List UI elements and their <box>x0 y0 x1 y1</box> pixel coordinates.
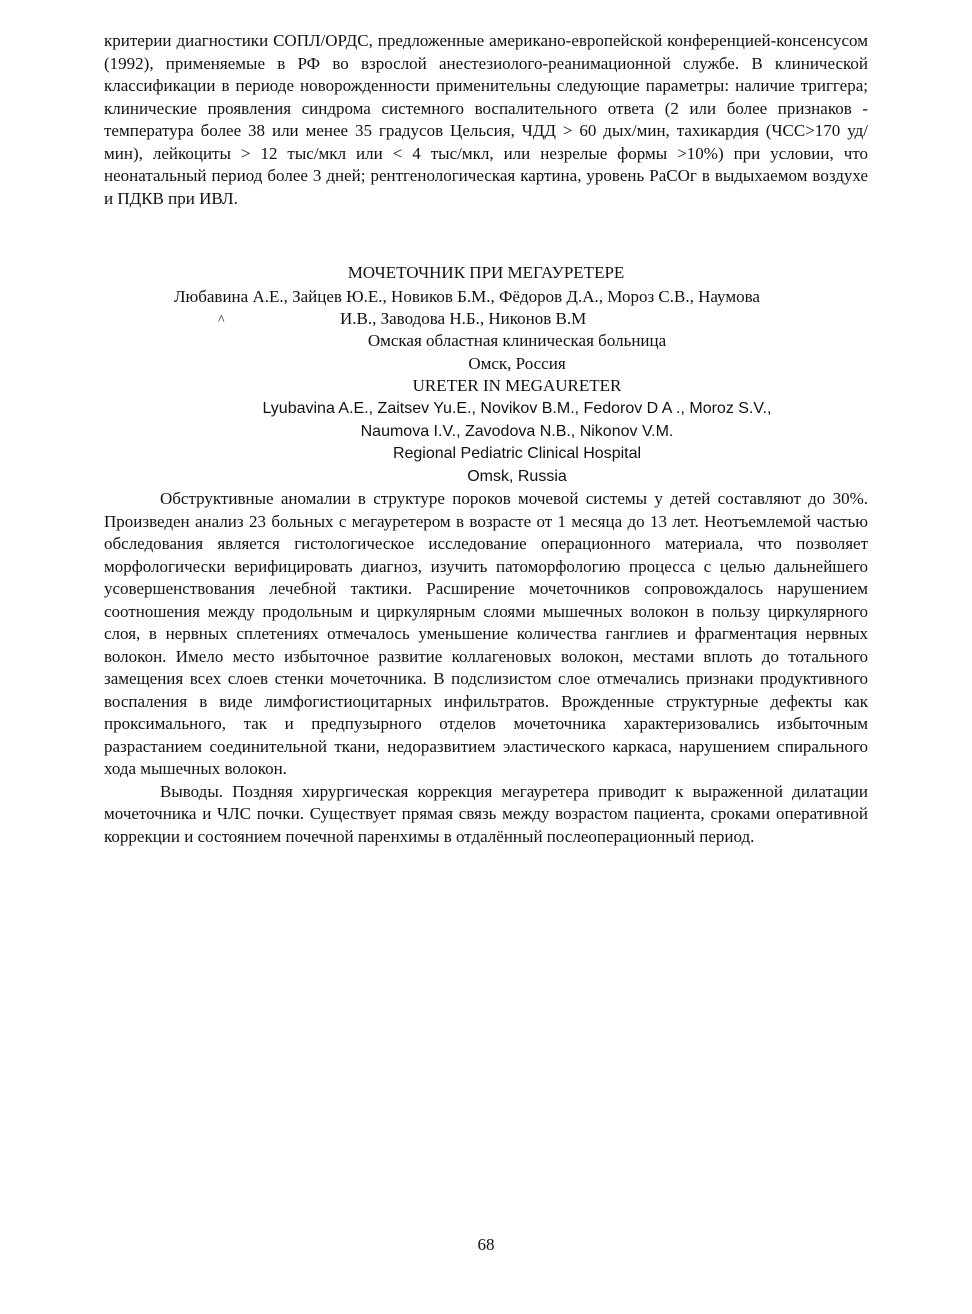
authors-en-line-1: Lyubavina A.E., Zaitsev Yu.E., Novikov B.M., Fedorov D A ., Moroz S.V., <box>262 400 772 417</box>
caret-mark: ^ <box>218 313 225 328</box>
body-paragraph-2: Выводы. Поздняя хирургическая коррекция мегауретера приводит к выраженной дилатации мочеточника и ЧЛС почки. Существует прямая связь между возрастом пациента, сроками оперативной коррекции и состоянием почечной паренхимы в отдалённый послеоперационный период. <box>104 781 868 846</box>
city-en: Omsk, Russia <box>467 468 567 485</box>
article-title-en: URETER IN MEGAURETER <box>412 376 622 395</box>
article-title-ru-block <box>104 262 868 285</box>
authors-ru-line-2: И.В., Заводова Н.Б., Никонов В.М <box>340 309 587 328</box>
body-paragraph-1: Обструктивные аномалии в структуре пороков мочевой системы у детей составляют до 30%. Произведен анализ 23 больных с мегауретером в возрасте от 1 месяца до 13 лет. Неотъемлемой частью обследования является гистологическое исследование операционного материала, что позволяет морфологически верифицировать диагноз, изучить патоморфологию процесса с целью дальнейшего усовершенствования лечебной тактики. Расширение мочеточников сопровождалось нарушением соотношения между продольным и циркулярным слоями мышечных волокон в пользу циркулярного слоя, в нервных сплетениях отмечалось уменьшение количества ганглиев и фрагментация нервных волокон. Имело место избыточное развитие коллагеновых волокон, местами вплоть до тотального замещения всех слоев стенки мочеточника. В подслизистом слое отмечались признаки продуктивного воспаления в виде лимфогистиоцитарных инфильтратов. Врожденные структурные дефекты как проксимального, так и предпузырного отделов мочеточника характеризовались избыточным разрастанием соединительной ткани, недоразвитием эластического каркаса, нарушением спирального хода мышечных волокон. <box>104 489 868 778</box>
authors-ru-line-1: Любавина А.Е., Зайцев Ю.Е., Новиков Б.М., Фёдоров Д.А., Мороз С.В., Наумова <box>174 287 760 306</box>
organization-en: Regional Pediatric Clinical Hospital <box>392 445 642 462</box>
organization-ru: Омская областная клиническая больница <box>367 331 667 350</box>
authors-en-line-2: Naumova I.V., Zavodova N.B., Nikonov V.M. <box>360 423 674 440</box>
intro-paragraph <box>104 30 868 210</box>
article-title-ru: МОЧЕТОЧНИК ПРИ МЕГАУРЕТЕРЕ <box>347 263 625 282</box>
page-number: 68 <box>477 1235 495 1254</box>
authors-ru-line-2-block <box>218 308 586 333</box>
city-ru: Омск, Россия <box>468 354 566 373</box>
intro-text: критерии диагностики СОПЛ/ОРДС, предложенные американо-европейской конференцией-консенсусом (1992), применяемые в РФ во взрослой анестезиолого-реанимационной службе. В клинической классификации в периоде новорожденности применительны следующие параметры: наличие триггера; клинические проявления синдрома системного воспалительного ответа (2 или более признаков - температура более 38 или менее 35 градусов Цельсия, ЧДД > 60 дых/мин, тахикардия (ЧСС>170 уд/мин), лейкоциты > 12 тыс/мкл или < 4 тыс/мкл, или незрелые формы >10%) при условии, что неонатальный период более 3 дней; рентгенологическая картина, уровень PaCOг в выдыхаемом воздухе и ПДКВ при ИВЛ. <box>104 31 868 208</box>
article-body <box>104 488 868 848</box>
